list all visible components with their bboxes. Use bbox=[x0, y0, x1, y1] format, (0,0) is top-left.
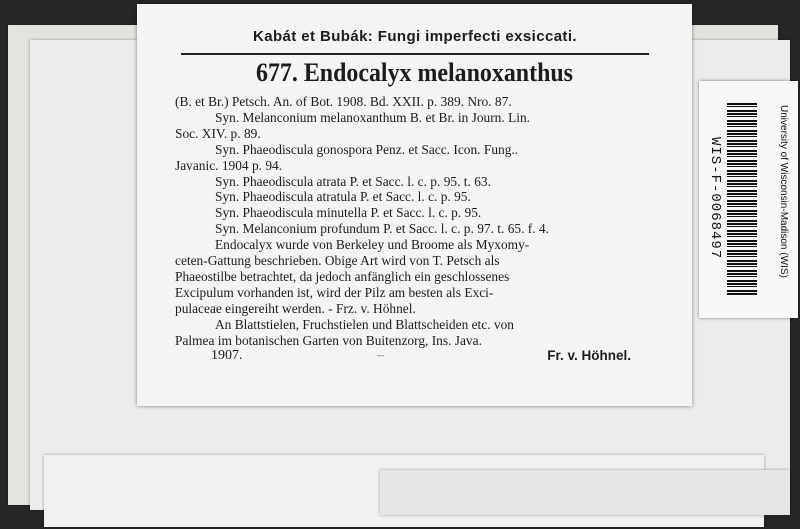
citation-line: (B. et Br.) Petsch. An. of Bot. 1908. Bd. XXII. p. 389. Nro. 87. bbox=[175, 94, 512, 109]
synonym-line: Syn. Phaeodiscula minutella P. et Sacc. l. c. p. 95. bbox=[215, 205, 482, 221]
header-rule bbox=[181, 53, 649, 55]
habitat-line: Palmea im botanischen Garten von Buitenzorg, Ins. Java. bbox=[175, 332, 482, 348]
barcode-icon bbox=[727, 103, 757, 295]
label-body bbox=[175, 94, 653, 349]
collection-year: 1907. bbox=[211, 348, 243, 363]
catalog-number: WIS-F-0068497 bbox=[707, 137, 723, 260]
note-line: Endocalyx wurde von Berkeley und Broome als Myxomy- bbox=[215, 237, 530, 253]
synonym-line: Syn. Phaeodiscula gonospora Penz. et Sacc. Icon. Fung.. bbox=[215, 141, 519, 157]
series-header: Kabát et Bubák: Fungi imperfecti exsiccati. bbox=[253, 28, 577, 45]
exsiccata-label bbox=[137, 4, 692, 406]
synonym-line: Syn. Phaeodiscula atrata P. et Sacc. l. c. p. 95. t. 63. bbox=[215, 173, 491, 189]
synonym-line: Syn. Phaeodiscula atratula P. et Sacc. l. c. p. 95. bbox=[215, 189, 471, 205]
note-line: ceten-Gattung beschrieben. Obige Art wird von T. Petsch als bbox=[175, 253, 500, 269]
barcode-label bbox=[699, 81, 798, 318]
species-title: 677. Endocalyx melanoxanthus bbox=[255, 58, 573, 87]
note-line: Excipulum vorhanden ist, wird der Pilz am besten als Exci- bbox=[175, 284, 494, 300]
synonym-line-cont: Javanic. 1904 p. 94. bbox=[175, 157, 283, 173]
backing-sheet bbox=[380, 470, 790, 515]
synonym-line: Syn. Melanconium melanoxanthum B. et Br. in Journ. Lin. bbox=[215, 109, 531, 125]
separator-dash: – bbox=[377, 348, 384, 363]
collector-name: Fr. v. Höhnel. bbox=[547, 348, 631, 363]
synonym-line-cont: Soc. XIV. p. 89. bbox=[175, 125, 261, 141]
institution-name: University of Wisconsin-Madison (WIS) bbox=[778, 105, 789, 278]
note-line: Phaeostilbe betrachtet, da jedoch anfänglich ein geschlossenes bbox=[175, 268, 510, 284]
synonym-line: Syn. Melanconium profundum P. et Sacc. l. c. p. 97. t. 65. f. 4. bbox=[215, 221, 549, 237]
note-line: pulaceae eingereiht werden. - Frz. v. Höhnel. bbox=[175, 300, 416, 316]
habitat-line: An Blattstielen, Fruchstielen und Blattscheiden etc. von bbox=[215, 316, 514, 332]
